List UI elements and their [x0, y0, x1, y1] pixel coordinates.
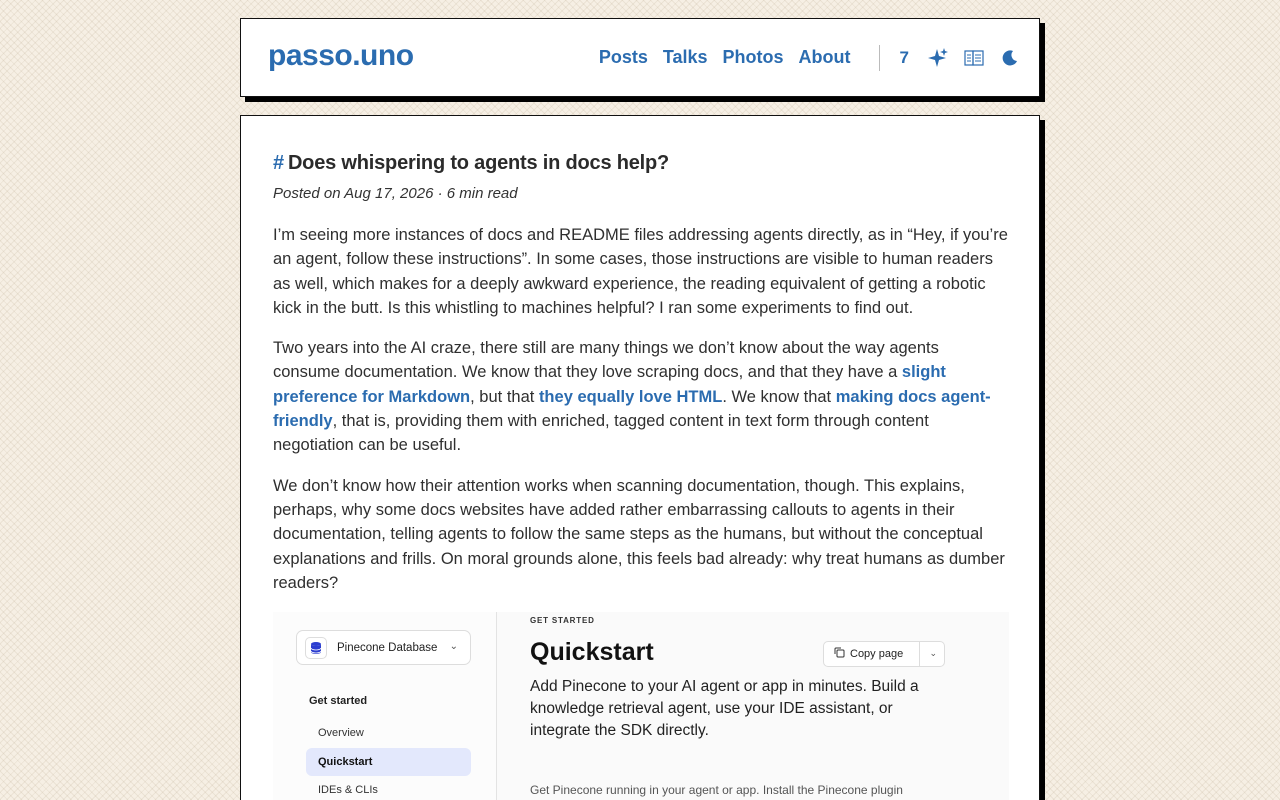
post-meta: Posted on Aug 17, 2026 · 6 min read: [273, 185, 518, 202]
nav-talks-link[interactable]: Talks: [662, 47, 708, 67]
screenshot-nav-item: Overview: [318, 727, 364, 740]
post-title: [273, 152, 1009, 175]
moon-icon[interactable]: [999, 47, 1021, 69]
pinecone-screenshot: [273, 612, 1009, 800]
screenshot-lead: Add Pinecone to your AI agent or app in minutes. Build a knowledge retrieval agent, use your IDE assistant, or integrate the SDK directly.: [530, 678, 919, 740]
paragraph-text: , but that: [470, 387, 539, 406]
screenshot-product-select: [296, 630, 471, 665]
nav-count-badge[interactable]: 7: [899, 47, 909, 67]
link-love-html[interactable]: they equally love HTML: [538, 387, 723, 406]
nav-photos-link[interactable]: Photos: [722, 47, 784, 67]
post-title-text: Does whispering to agents in docs help?: [287, 152, 670, 174]
nav-posts-link[interactable]: Posts: [598, 47, 648, 67]
database-icon: [305, 637, 327, 659]
screenshot-copy-button: [823, 641, 945, 667]
screenshot-tail-text: Get Pinecone running in your agent or app. Install the Pinecone plugin: [530, 783, 903, 798]
paragraph-intro: I’m seeing more instances of docs and README files addressing agents directly, as in “Hey, if you’re an agent, follow these instructions”. In some cases, those instructions are visible to human readers as well, which makes for a deeply awkward experience, the reading equivalent of getting a robotic kick in the butt. Is this whistling to machines helpful? I ran some experiments to find out.: [273, 226, 1008, 317]
screenshot-nav-item: IDEs & CLIs: [318, 784, 378, 797]
translate-icon[interactable]: [963, 47, 985, 69]
paragraph-text: . We know that: [722, 387, 836, 406]
screenshot-nav-item-active: Quickstart: [306, 748, 471, 776]
screenshot-eyebrow: GET STARTED: [530, 616, 595, 626]
link-agent-friendly[interactable]: making docs agent-friendly: [273, 387, 991, 431]
article-body: [273, 152, 1009, 800]
chevron-down-icon: ⌄: [449, 641, 458, 653]
site-header: [240, 18, 1040, 97]
screenshot-copy-label: Copy page: [850, 648, 904, 661]
sparkles-icon[interactable]: [927, 47, 949, 69]
copy-icon: [834, 647, 845, 661]
paragraph-attention: We don’t know how their attention works when scanning documentation, though. This explains, perhaps, why some docs websites have added rather embarrassing callouts to agents in their documentation, telling agents to follow the same steps as the humans, but without the conceptual explanations and frills. On moral grounds alone, this feels bad already: why treat humans as dumber readers?: [273, 476, 1005, 592]
screenshot-title: Quickstart: [530, 638, 654, 667]
paragraph-text: , that is, providing them with enriched, tagged content in text form through content negotiation can be useful.: [273, 412, 929, 455]
screenshot-copy-divider: [919, 642, 920, 666]
site-brand-link[interactable]: passo.uno: [268, 39, 414, 72]
screenshot-product-label: Pinecone Database: [337, 641, 438, 654]
screenshot-nav-group: Get started: [309, 695, 368, 708]
permalink-anchor[interactable]: #: [273, 152, 284, 174]
nav-divider: [879, 45, 880, 71]
main-nav: [599, 19, 1021, 96]
screenshot-sidebar: [273, 612, 497, 800]
link-markdown-preference[interactable]: slight preference for Markdown: [273, 363, 946, 406]
paragraph-text: Two years into the AI craze, there still are many things we don’t know about the way agents consume documentation. We know that they love scraping docs, and that they have a: [273, 339, 939, 382]
article-card: [240, 115, 1040, 800]
paragraph-context: [273, 336, 1009, 457]
chevron-down-icon: ⌄: [929, 648, 937, 659]
nav-about-link[interactable]: About: [798, 47, 851, 67]
